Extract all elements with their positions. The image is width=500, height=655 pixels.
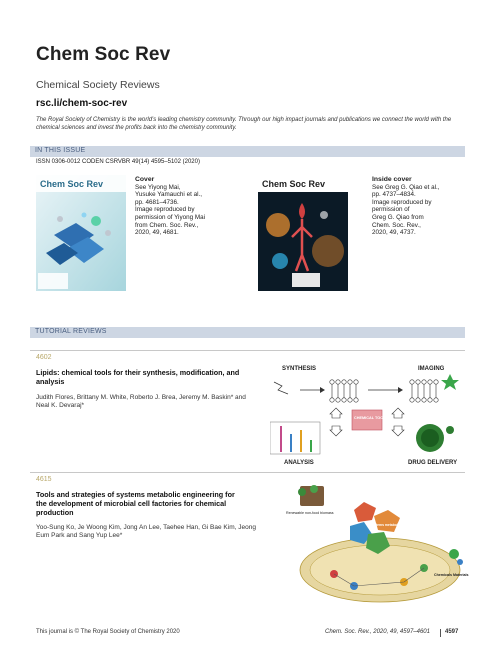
article-title[interactable]: Tools and strategies of systems metabolic engineering for the development of microbial cell factories for chemical production (36, 490, 235, 517)
article-divider (30, 350, 465, 351)
article-page-number: 4615 (36, 476, 52, 483)
inside-cover-caption: Inside cover See Greg G. Qiao et al., pp. 4737–4834. Image reproduced by permission of Greg G. Qiao from Chem. Soc. Rev., 2020, 49, 4737. (372, 176, 454, 237)
tutorial-reviews-label: TUTORIAL REVIEWS (35, 328, 107, 335)
in-this-issue-bar (30, 146, 465, 157)
journal-title: Chem Soc Rev (36, 44, 171, 65)
journal-url[interactable]: rsc.li/chem-soc-rev (36, 98, 128, 109)
front-cover-image (36, 175, 126, 291)
issn-line: ISSN 0306-0012 CODEN CSRVBR 49(14) 4595–5102 (2020) (36, 159, 200, 165)
in-this-issue-label: IN THIS ISSUE (35, 147, 86, 154)
drug-delivery-label: DRUG DELIVERY (408, 460, 458, 466)
engineering-label: Systems metabolic engineering (370, 523, 421, 527)
metabolic-engineering-graphical-abstract (284, 482, 469, 607)
article-page-number: 4602 (36, 354, 52, 361)
footer-divider (440, 629, 441, 637)
front-cover-mast: Chem Soc Rev (40, 179, 104, 189)
chemicals-label: Chemicals Materials (434, 573, 469, 577)
tutorial-reviews-bar (30, 327, 465, 338)
front-cover-heading: Cover (135, 176, 155, 183)
copyright-footer: This journal is © The Royal Society of Chemistry 2020 (36, 629, 180, 635)
journal-subtitle: Chemical Society Reviews (36, 79, 160, 91)
renewable-label: Renewable non-food biomass (286, 511, 334, 515)
imaging-label: IMAGING (418, 366, 445, 372)
lipids-graphical-abstract (270, 360, 465, 468)
analysis-label: ANALYSIS (284, 460, 314, 466)
front-cover-caption: Cover See Yiyong Mai, Yusuke Yamauchi et al., pp. 4681–4736. Image reproduced by permission of Yiyong Mai from Chem. Soc. Rev., 2020, 49, 4681. (135, 176, 217, 237)
article-title[interactable]: Lipids: chemical tools for their synthesis, modification, and analysis (36, 368, 240, 386)
inside-cover-heading: Inside cover (372, 176, 412, 183)
inside-cover-mast: Chem Soc Rev (262, 179, 326, 189)
article-authors: Judith Flores, Brittany M. White, Roberto J. Brea, Jeremy M. Baskin* and Neal K. Devaraj* (36, 394, 246, 410)
chemical-tools-label: CHEMICAL TOOLS (354, 416, 389, 420)
synthesis-label: SYNTHESIS (282, 366, 317, 372)
inside-cover-image (258, 175, 348, 291)
page-number: 4597 (445, 629, 459, 635)
rsc-blurb: The Royal Society of Chemistry is the world's leading chemistry community. Through our high impact journals and publications we connect the world with the chemical sciences and invest the profits back into the chemistry community. (36, 117, 452, 131)
article-authors: Yoo-Sung Ko, Je Woong Kim, Jong An Lee, Taehee Han, Gi Bae Kim, Jeong Eum Park and Sang Yup Lee* (36, 524, 256, 540)
article-divider (30, 472, 465, 473)
citation-footer: Chem. Soc. Rev., 2020, 49, 4597–4601 (325, 629, 430, 635)
